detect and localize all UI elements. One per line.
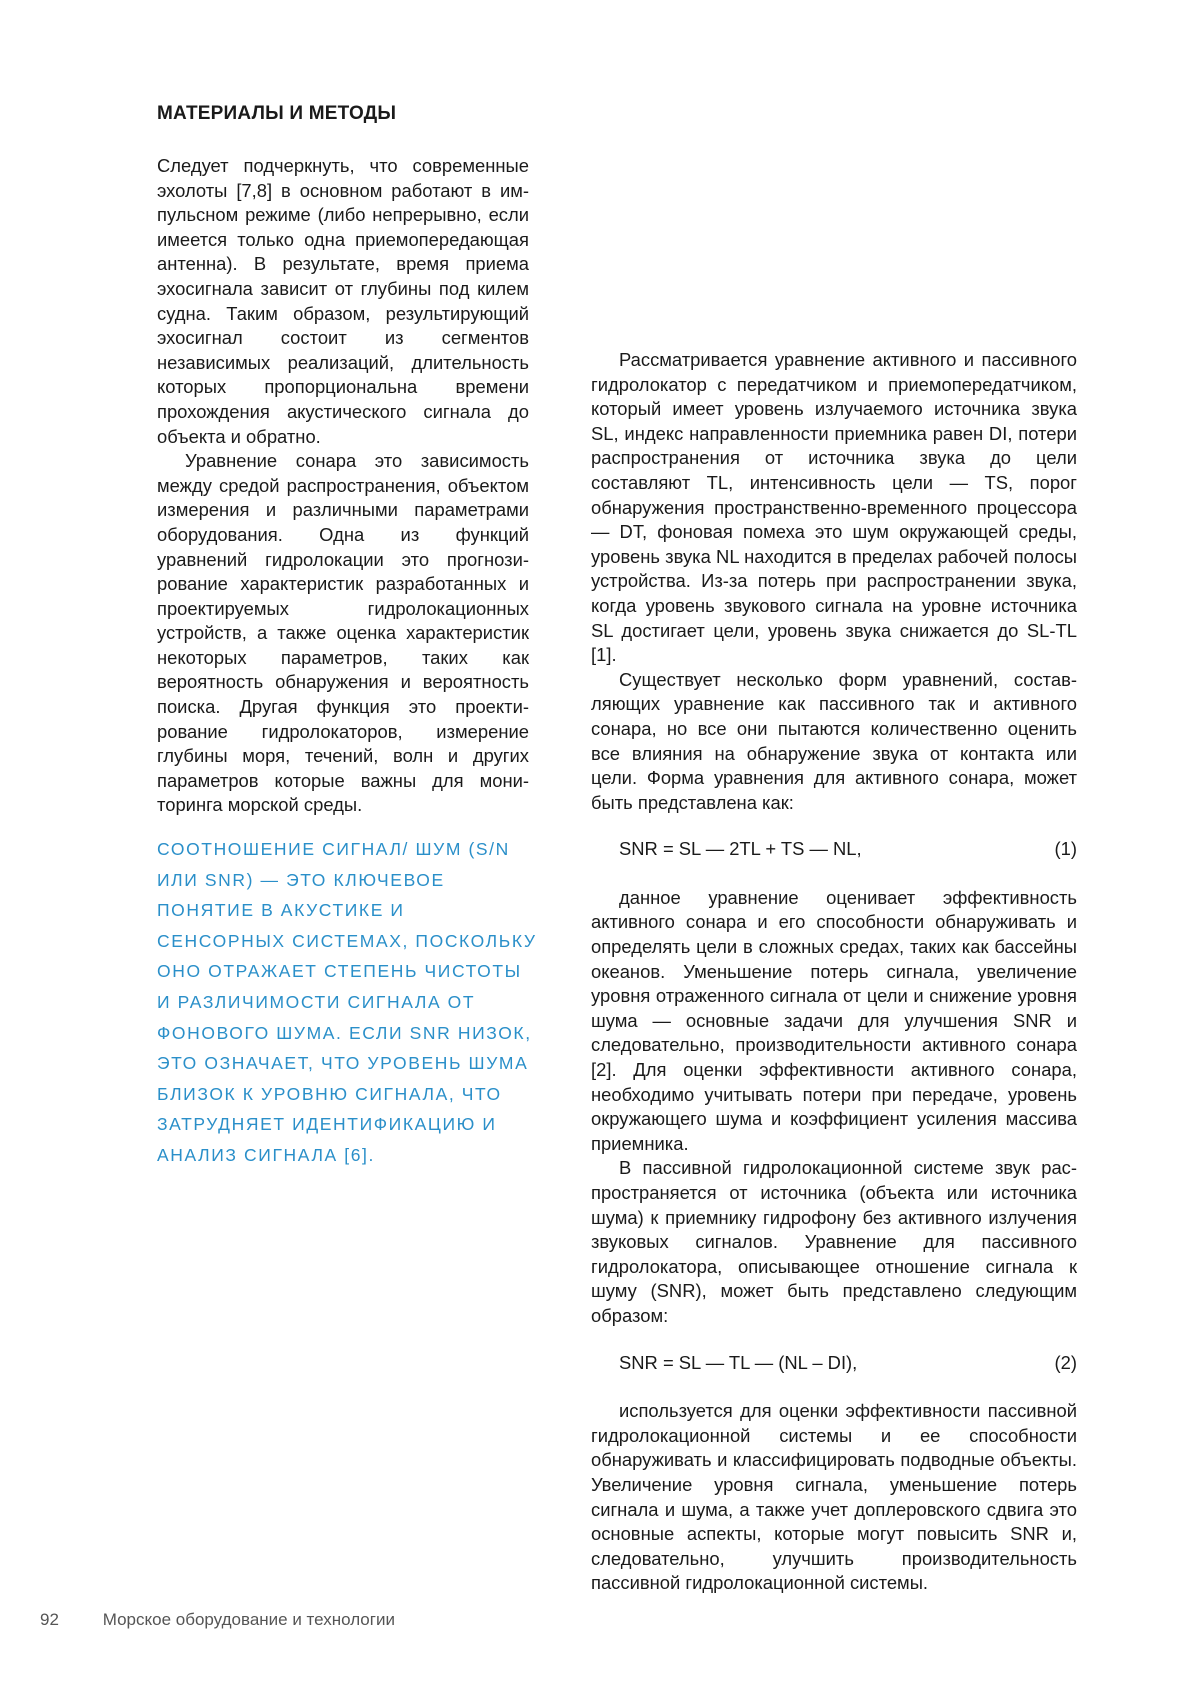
section-heading: МАТЕРИАЛЫ И МЕТОДЫ (157, 103, 397, 124)
paragraph: Уравнение сонара это зависимость между средой распространения, объектом измерения и различными параметрами оборудования. Одна из функций уравнений гидролокации это прогнозирование характеристик разработанных и проектируемых гидролокационных устройств, а также оценка характеристик некоторых параметров, таких как вероятность обнаружения и вероятность поиска. Другая функция это проектирование гидролокаторов, измерение глубины моря, течений, волн и других параметров которые важны для мониторинга морской среды. (157, 450, 529, 816)
paragraph: В пассивной гидролокационной системе звук распространяется от источника (объекта или источника шума) к приемнику гидрофону без активного излучения звуковых сигналов. Уравнение для пассивного гидролокатора, описывающее отношение сигнала к шуму (SNR), может быть представлено следующим образом: (591, 1157, 1077, 1326)
page-footer (40, 1610, 395, 1630)
equation-1 (591, 837, 1077, 862)
pull-quote: СООТНОШЕНИЕ СИГНАЛ/ ШУМ (S/N ИЛИ SNR) — ЭТО КЛЮЧЕВОЕ ПОНЯТИЕ В АКУСТИКЕ И СЕНСОРНЫХ СИСТЕМАХ, ПОСКОЛЬКУ ОНО ОТРАЖАЕТ СТЕПЕНЬ ЧИСТОТЫ И РАЗЛИЧИМОСТИ СИГНАЛА ОТ ФОНОВОГО ШУМА. ЕСЛИ SNR НИЗОК, ЭТО ОЗНАЧАЕТ, ЧТО УРОВЕНЬ ШУМА БЛИЗОК К УРОВНЮ СИГНАЛА, ЧТО ЗАТРУДНЯЕТ ИДЕНТИФИКАЦИЮ И АНАЛИЗ СИГНАЛА [6]. (157, 839, 537, 1165)
left-column (157, 154, 529, 818)
equation-text: SNR = SL — 2TL + TS — NL, (619, 838, 862, 860)
right-column (591, 348, 1077, 1596)
paragraph: используется для оценки эффективности пассивной гидролокационной системы и ее способности обнаруживать и классифицировать подводные объекты. Увеличение уровня сигнала, уменьшение потерь сигнала и шума, а также учет доплеровского сдвига это основные аспекты, которые могут повысить SNR и, следовательно, улучшить производительность пассивной гидролокационной системы. (591, 1400, 1077, 1594)
equation-number: (1) (1054, 838, 1077, 860)
paragraph: данное уравнение оценивает эффективность активного сонара и его способности обнаруживать и определять цели в сложных средах, таких как бассейны океанов. Уменьшение потерь сигнала, увеличение уровня отраженного сигнала от цели и снижение уровня шума — основные задачи для улучшения SNR и следовательно, производительности активного сонара [2]. Для оценки эффективности активного сонара, необходимо учитывать потери при передаче, уровень окружающего шума и коэффициент усиления массива приемника. (591, 886, 1077, 1154)
equation-2 (591, 1351, 1077, 1376)
journal-title: Морское оборудование и технологии (102, 1610, 395, 1629)
page-number: 92 (40, 1610, 59, 1629)
equation-text: SNR = SL — TL — (NL – DI), (619, 1351, 858, 1373)
equation-number: (2) (1054, 1351, 1077, 1373)
paragraph: Следует подчеркнуть, что современные эхолоты [7,8] в основном работают в импульсном режиме (либо непрерывно, если имеется только одна приемопередающая антенна). В результате, время приема эхосигнала зависит от глубины под килем судна. Таким образом, результирующий эхосигнал состоит из сегментов независимых реализаций, длительность которых пропорциональна времени прохождения акустического сигнала до объекта и обратно. (157, 155, 529, 447)
paragraph: Существует несколько форм уравнений, составляющих уравнение как пассивного так и активного сонара, но все они пытаются количественно оценить все влияния на обнаружение звука от контакта или цели. Форма уравнения для активного сонара, может быть представлена как: (591, 668, 1077, 813)
paragraph: Рассматривается уравнение активного и пассивного гидролокатор с передатчиком и приемопередатчиком, который имеет уровень излучаемого источника звука SL, индекс направленности приемника равен DI, потери распространения от источника звука до цели составляют TL, интенсивность цели — TS, порог обнаружения пространственно-временного процессора — DT, фоновая помеха это шум окружающей среды, уровень звука NL находится в пределах рабочей полосы устройства. Из-за потерь при распространении звука, когда уровень звукового сигнала на уровне источника SL достигает цели, уровень звука снижается до SL-TL [1]. (591, 349, 1077, 666)
